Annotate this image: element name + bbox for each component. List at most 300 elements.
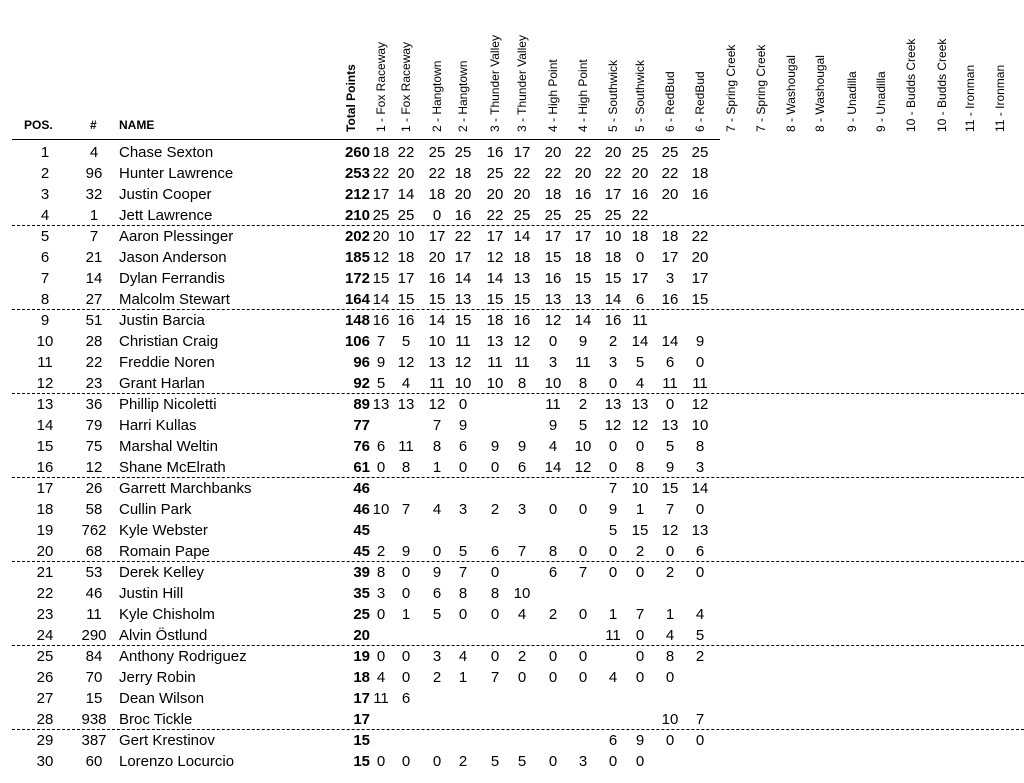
moto-score-cell: 22 xyxy=(574,144,592,161)
moto-score-cell: 0 xyxy=(490,564,500,581)
moto-score-cell: 8 xyxy=(548,543,558,560)
moto-score-cell: 0 xyxy=(548,669,558,686)
moto-score-cell: 15 xyxy=(397,291,415,308)
position-cell: 5 xyxy=(40,228,50,245)
moto-score-cell: 22 xyxy=(661,165,679,182)
moto-score-cell: 8 xyxy=(635,459,645,476)
moto-score-cell: 0 xyxy=(548,648,558,665)
moto-score-cell: 25 xyxy=(574,207,592,224)
moto-score-cell: 6 xyxy=(665,354,675,371)
moto-score-cell: 20 xyxy=(372,228,390,245)
moto-score-cell: 5 xyxy=(376,375,386,392)
total-points-cell: 172 xyxy=(344,270,370,287)
moto-score-cell: 2 xyxy=(695,648,705,665)
moto-score-cell: 14 xyxy=(428,312,446,329)
rider-number-cell: 36 xyxy=(85,396,103,413)
moto-score-cell: 0 xyxy=(608,564,618,581)
moto-score-cell: 14 xyxy=(397,186,415,203)
moto-score-cell: 8 xyxy=(376,564,386,581)
moto-score-cell: 25 xyxy=(661,144,679,161)
moto-score-cell: 12 xyxy=(397,354,415,371)
moto-score-cell: 15 xyxy=(428,291,446,308)
moto-score-cell: 4 xyxy=(635,375,645,392)
race-header-5: 3 - Thunder Valley xyxy=(488,35,502,132)
moto-score-cell: 22 xyxy=(513,165,531,182)
moto-score-cell: 16 xyxy=(372,312,390,329)
moto-score-cell: 4 xyxy=(401,375,411,392)
moto-score-cell: 0 xyxy=(635,249,645,266)
rider-number-cell: 1 xyxy=(89,207,99,224)
rider-name-cell: Dean Wilson xyxy=(119,690,205,707)
moto-score-cell: 20 xyxy=(691,249,709,266)
moto-score-cell: 18 xyxy=(428,186,446,203)
moto-score-cell: 3 xyxy=(517,501,527,518)
rider-number-cell: 22 xyxy=(85,354,103,371)
moto-score-cell: 12 xyxy=(661,522,679,539)
moto-score-cell: 25 xyxy=(544,207,562,224)
moto-score-cell: 13 xyxy=(372,396,390,413)
moto-score-cell: 4 xyxy=(517,606,527,623)
moto-score-cell: 13 xyxy=(486,333,504,350)
moto-score-cell: 17 xyxy=(428,228,446,245)
moto-score-cell: 9 xyxy=(695,333,705,350)
position-cell: 22 xyxy=(36,585,54,602)
position-cell: 12 xyxy=(36,375,54,392)
moto-score-cell: 11 xyxy=(662,375,678,392)
position-cell: 1 xyxy=(40,144,50,161)
moto-score-cell: 15 xyxy=(513,291,531,308)
moto-score-cell: 18 xyxy=(513,249,531,266)
moto-score-cell: 6 xyxy=(635,291,645,308)
rider-number-cell: 15 xyxy=(85,690,103,707)
moto-score-cell: 17 xyxy=(397,270,415,287)
moto-score-cell: 3 xyxy=(432,648,442,665)
moto-score-cell: 0 xyxy=(376,648,386,665)
moto-score-cell: 8 xyxy=(401,459,411,476)
rider-name-cell: Chase Sexton xyxy=(119,144,214,161)
moto-score-cell: 0 xyxy=(665,543,675,560)
moto-score-cell: 5 xyxy=(578,417,588,434)
race-header-8: 4 - High Point xyxy=(576,59,590,132)
rider-number-cell: 12 xyxy=(85,459,103,476)
table-row xyxy=(0,415,1024,436)
moto-score-cell: 3 xyxy=(376,585,386,602)
moto-score-cell: 20 xyxy=(661,186,679,203)
moto-score-cell: 14 xyxy=(454,270,472,287)
moto-score-cell: 10 xyxy=(486,375,504,392)
moto-score-cell: 7 xyxy=(635,606,645,623)
moto-score-cell: 13 xyxy=(574,291,592,308)
moto-score-cell: 6 xyxy=(432,585,442,602)
moto-score-cell: 15 xyxy=(691,291,709,308)
moto-score-cell: 7 xyxy=(665,501,675,518)
moto-score-cell: 11 xyxy=(514,354,530,371)
moto-score-cell: 0 xyxy=(458,459,468,476)
table-row xyxy=(0,520,1024,541)
moto-score-cell: 11 xyxy=(575,354,591,371)
rider-number-cell: 4 xyxy=(89,144,99,161)
rider-name-cell: Derek Kelley xyxy=(119,564,205,581)
rider-number-cell: 7 xyxy=(89,228,99,245)
moto-score-cell: 13 xyxy=(544,291,562,308)
position-cell: 18 xyxy=(36,501,54,518)
moto-score-cell: 6 xyxy=(695,543,705,560)
position-cell: 13 xyxy=(36,396,54,413)
table-row xyxy=(0,562,1024,583)
number-header: # xyxy=(90,118,97,132)
moto-score-cell: 7 xyxy=(401,501,411,518)
position-cell: 14 xyxy=(36,417,54,434)
race-header-22: 11 - Ironman xyxy=(993,64,1007,132)
pos-header: POS. xyxy=(24,118,53,132)
table-row xyxy=(0,184,1024,205)
race-header-4: 2 - Hangtown xyxy=(456,60,470,132)
position-cell: 6 xyxy=(40,249,50,266)
moto-score-cell: 1 xyxy=(432,459,442,476)
moto-score-cell: 0 xyxy=(490,648,500,665)
moto-score-cell: 10 xyxy=(631,480,649,497)
race-header-9: 5 - Southwick xyxy=(606,59,620,132)
rider-number-cell: 53 xyxy=(85,564,103,581)
rider-number-cell: 14 xyxy=(85,270,103,287)
moto-score-cell: 3 xyxy=(578,753,588,770)
moto-score-cell: 20 xyxy=(397,165,415,182)
moto-score-cell: 18 xyxy=(574,249,592,266)
race-header-11: 6 - RedBud xyxy=(663,71,677,132)
total-points-cell: 106 xyxy=(344,333,370,350)
race-header-6: 3 - Thunder Valley xyxy=(515,35,529,132)
moto-score-cell: 10 xyxy=(661,711,679,728)
moto-score-cell: 11 xyxy=(692,375,708,392)
moto-score-cell: 11 xyxy=(455,333,471,350)
moto-score-cell: 6 xyxy=(376,438,386,455)
race-header-2: 1 - Fox Raceway xyxy=(399,41,413,132)
moto-score-cell: 0 xyxy=(578,606,588,623)
moto-score-cell: 0 xyxy=(695,354,705,371)
moto-score-cell: 16 xyxy=(691,186,709,203)
table-row xyxy=(0,541,1024,562)
moto-score-cell: 8 xyxy=(458,585,468,602)
moto-score-cell: 14 xyxy=(372,291,390,308)
total-points-cell: 25 xyxy=(353,606,370,623)
moto-score-cell: 17 xyxy=(604,186,622,203)
moto-score-cell: 2 xyxy=(490,501,500,518)
moto-score-cell: 0 xyxy=(458,396,468,413)
rider-number-cell: 387 xyxy=(81,732,107,749)
position-cell: 20 xyxy=(36,543,54,560)
moto-score-cell: 1 xyxy=(401,606,411,623)
total-points-cell: 61 xyxy=(353,459,370,476)
moto-score-cell: 25 xyxy=(604,207,622,224)
moto-score-cell: 0 xyxy=(432,543,442,560)
race-header-14: 7 - Spring Creek xyxy=(754,44,768,132)
table-row xyxy=(0,709,1024,730)
moto-score-cell: 15 xyxy=(574,270,592,287)
position-cell: 25 xyxy=(36,648,54,665)
moto-score-cell: 0 xyxy=(401,648,411,665)
rider-name-cell: Cullin Park xyxy=(119,501,192,518)
moto-score-cell: 0 xyxy=(401,669,411,686)
moto-score-cell: 0 xyxy=(376,753,386,770)
moto-score-cell: 0 xyxy=(376,606,386,623)
rider-number-cell: 290 xyxy=(81,627,107,644)
rider-number-cell: 70 xyxy=(85,669,103,686)
position-cell: 4 xyxy=(40,207,50,224)
moto-score-cell: 16 xyxy=(544,270,562,287)
total-points-cell: 15 xyxy=(353,732,370,749)
rider-name-cell: Hunter Lawrence xyxy=(119,165,234,182)
moto-score-cell: 10 xyxy=(604,228,622,245)
moto-score-cell: 1 xyxy=(635,501,645,518)
moto-score-cell: 15 xyxy=(372,270,390,287)
position-cell: 2 xyxy=(40,165,50,182)
moto-score-cell: 15 xyxy=(544,249,562,266)
moto-score-cell: 12 xyxy=(544,312,562,329)
rider-name-cell: Broc Tickle xyxy=(119,711,193,728)
moto-score-cell: 5 xyxy=(458,543,468,560)
table-row xyxy=(0,730,1024,751)
moto-score-cell: 7 xyxy=(578,564,588,581)
rider-name-cell: Justin Hill xyxy=(119,585,184,602)
rider-number-cell: 21 xyxy=(85,249,103,266)
rider-number-cell: 68 xyxy=(85,543,103,560)
moto-score-cell: 22 xyxy=(372,165,390,182)
moto-score-cell: 10 xyxy=(454,375,472,392)
moto-score-cell: 18 xyxy=(544,186,562,203)
moto-score-cell: 10 xyxy=(372,501,390,518)
moto-score-cell: 9 xyxy=(401,543,411,560)
table-row xyxy=(0,289,1024,310)
moto-score-cell: 0 xyxy=(635,564,645,581)
race-header-16: 8 - Washougal xyxy=(813,55,827,132)
moto-score-cell: 16 xyxy=(513,312,531,329)
moto-score-cell: 0 xyxy=(608,375,618,392)
moto-score-cell: 22 xyxy=(454,228,472,245)
table-row xyxy=(0,394,1024,415)
position-cell: 29 xyxy=(36,732,54,749)
moto-score-cell: 12 xyxy=(691,396,709,413)
rider-number-cell: 32 xyxy=(85,186,103,203)
moto-score-cell: 9 xyxy=(458,417,468,434)
rider-name-cell: Romain Pape xyxy=(119,543,210,560)
race-header-1: 1 - Fox Raceway xyxy=(374,41,388,132)
rider-name-cell: Shane McElrath xyxy=(119,459,226,476)
position-cell: 10 xyxy=(36,333,54,350)
moto-score-cell: 9 xyxy=(635,732,645,749)
moto-score-cell: 2 xyxy=(548,606,558,623)
race-header-3: 2 - Hangtown xyxy=(430,60,444,132)
moto-score-cell: 20 xyxy=(544,144,562,161)
moto-score-cell: 9 xyxy=(608,501,618,518)
moto-score-cell: 22 xyxy=(604,165,622,182)
moto-score-cell: 0 xyxy=(376,459,386,476)
moto-score-cell: 11 xyxy=(605,627,621,644)
moto-score-cell: 0 xyxy=(695,501,705,518)
rider-name-cell: Christian Craig xyxy=(119,333,219,350)
table-row xyxy=(0,310,1024,331)
rider-number-cell: 46 xyxy=(85,585,103,602)
moto-score-cell: 0 xyxy=(695,732,705,749)
moto-score-cell: 18 xyxy=(661,228,679,245)
moto-score-cell: 7 xyxy=(490,669,500,686)
table-row xyxy=(0,688,1024,709)
moto-score-cell: 9 xyxy=(517,438,527,455)
table-row xyxy=(0,247,1024,268)
total-points-cell: 45 xyxy=(353,522,370,539)
moto-score-cell: 17 xyxy=(513,144,531,161)
table-row xyxy=(0,499,1024,520)
moto-score-cell: 0 xyxy=(578,648,588,665)
table-row xyxy=(0,331,1024,352)
position-cell: 26 xyxy=(36,669,54,686)
moto-score-cell: 14 xyxy=(691,480,709,497)
moto-score-cell: 16 xyxy=(631,186,649,203)
moto-score-cell: 7 xyxy=(517,543,527,560)
moto-score-cell: 0 xyxy=(458,606,468,623)
moto-score-cell: 13 xyxy=(397,396,415,413)
total-points-cell: 212 xyxy=(344,186,370,203)
race-header-17: 9 - Unadilla xyxy=(845,71,859,132)
table-row xyxy=(0,205,1024,226)
moto-score-cell: 2 xyxy=(376,543,386,560)
moto-score-cell: 14 xyxy=(513,228,531,245)
table-row xyxy=(0,436,1024,457)
total-points-cell: 77 xyxy=(353,417,370,434)
moto-score-cell: 16 xyxy=(397,312,415,329)
moto-score-cell: 16 xyxy=(604,312,622,329)
position-cell: 3 xyxy=(40,186,50,203)
rider-name-cell: Lorenzo Locurcio xyxy=(119,753,235,770)
rider-name-cell: Kyle Webster xyxy=(119,522,208,539)
rider-number-cell: 84 xyxy=(85,648,103,665)
moto-score-cell: 4 xyxy=(376,669,386,686)
total-points-cell: 96 xyxy=(353,354,370,371)
moto-score-cell: 0 xyxy=(608,543,618,560)
moto-score-cell: 4 xyxy=(548,438,558,455)
header-rule xyxy=(12,139,720,140)
moto-score-cell: 10 xyxy=(691,417,709,434)
rider-number-cell: 938 xyxy=(81,711,107,728)
moto-score-cell: 6 xyxy=(458,438,468,455)
moto-score-cell: 15 xyxy=(454,312,472,329)
total-points-cell: 17 xyxy=(353,690,370,707)
position-cell: 23 xyxy=(36,606,54,623)
moto-score-cell: 25 xyxy=(631,144,649,161)
moto-score-cell: 25 xyxy=(691,144,709,161)
moto-score-cell: 25 xyxy=(372,207,390,224)
table-row xyxy=(0,226,1024,247)
total-points-cell: 260 xyxy=(344,144,370,161)
position-cell: 21 xyxy=(36,564,54,581)
rider-number-cell: 27 xyxy=(85,291,103,308)
total-points-cell: 18 xyxy=(353,669,370,686)
moto-score-cell: 3 xyxy=(548,354,558,371)
table-row xyxy=(0,667,1024,688)
moto-score-cell: 10 xyxy=(544,375,562,392)
moto-score-cell: 20 xyxy=(604,144,622,161)
table-row xyxy=(0,751,1024,772)
rider-number-cell: 23 xyxy=(85,375,103,392)
moto-score-cell: 10 xyxy=(574,438,592,455)
moto-score-cell: 8 xyxy=(665,648,675,665)
moto-score-cell: 12 xyxy=(454,354,472,371)
moto-score-cell: 8 xyxy=(432,438,442,455)
rider-name-cell: Garrett Marchbanks xyxy=(119,480,252,497)
moto-score-cell: 9 xyxy=(432,564,442,581)
moto-score-cell: 9 xyxy=(490,438,500,455)
moto-score-cell: 9 xyxy=(376,354,386,371)
moto-score-cell: 2 xyxy=(608,333,618,350)
moto-score-cell: 20 xyxy=(454,186,472,203)
moto-score-cell: 8 xyxy=(490,585,500,602)
total-points-header: Total Points xyxy=(344,64,358,132)
moto-score-cell: 12 xyxy=(631,417,649,434)
rider-name-cell: Alvin Östlund xyxy=(119,627,208,644)
total-points-cell: 46 xyxy=(353,480,370,497)
moto-score-cell: 17 xyxy=(691,270,709,287)
moto-score-cell: 16 xyxy=(574,186,592,203)
moto-score-cell: 15 xyxy=(486,291,504,308)
moto-score-cell: 8 xyxy=(578,375,588,392)
moto-score-cell: 14 xyxy=(631,333,649,350)
moto-score-cell: 0 xyxy=(432,207,442,224)
total-points-cell: 45 xyxy=(353,543,370,560)
rider-number-cell: 11 xyxy=(86,606,102,623)
rider-name-cell: Kyle Chisholm xyxy=(119,606,215,623)
moto-score-cell: 3 xyxy=(608,354,618,371)
total-points-cell: 253 xyxy=(344,165,370,182)
rider-number-cell: 28 xyxy=(85,333,103,350)
moto-score-cell: 18 xyxy=(372,144,390,161)
moto-score-cell: 14 xyxy=(604,291,622,308)
moto-score-cell: 18 xyxy=(691,165,709,182)
rider-name-cell: Justin Cooper xyxy=(119,186,212,203)
moto-score-cell: 14 xyxy=(574,312,592,329)
moto-score-cell: 4 xyxy=(608,669,618,686)
moto-score-cell: 3 xyxy=(458,501,468,518)
moto-score-cell: 13 xyxy=(631,396,649,413)
moto-score-cell: 1 xyxy=(608,606,618,623)
moto-score-cell: 20 xyxy=(486,186,504,203)
moto-score-cell: 2 xyxy=(665,564,675,581)
rider-name-cell: Jason Anderson xyxy=(119,249,227,266)
moto-score-cell: 14 xyxy=(661,333,679,350)
moto-score-cell: 0 xyxy=(432,753,442,770)
moto-score-cell: 0 xyxy=(635,627,645,644)
moto-score-cell: 5 xyxy=(695,627,705,644)
moto-score-cell: 8 xyxy=(695,438,705,455)
moto-score-cell: 7 xyxy=(608,480,618,497)
moto-score-cell: 22 xyxy=(486,207,504,224)
moto-score-cell: 2 xyxy=(517,648,527,665)
moto-score-cell: 6 xyxy=(548,564,558,581)
moto-score-cell: 0 xyxy=(578,501,588,518)
moto-score-cell: 22 xyxy=(544,165,562,182)
rider-name-cell: Harri Kullas xyxy=(119,417,197,434)
moto-score-cell: 4 xyxy=(432,501,442,518)
moto-score-cell: 0 xyxy=(578,543,588,560)
moto-score-cell: 22 xyxy=(691,228,709,245)
rider-number-cell: 96 xyxy=(85,165,103,182)
moto-score-cell: 0 xyxy=(665,669,675,686)
table-row xyxy=(0,352,1024,373)
moto-score-cell: 0 xyxy=(635,753,645,770)
moto-score-cell: 17 xyxy=(574,228,592,245)
moto-score-cell: 5 xyxy=(635,354,645,371)
rider-name-cell: Justin Barcia xyxy=(119,312,205,329)
moto-score-cell: 11 xyxy=(398,438,414,455)
total-points-cell: 35 xyxy=(353,585,370,602)
